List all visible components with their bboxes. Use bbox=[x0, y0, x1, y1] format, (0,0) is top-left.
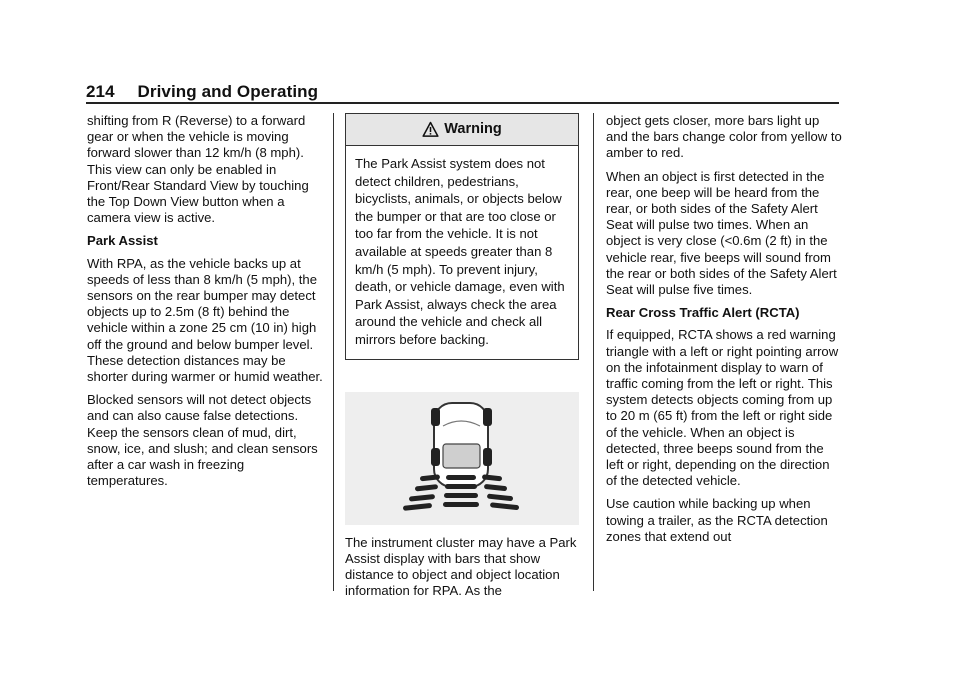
column-divider bbox=[333, 113, 334, 591]
subheading-park-assist: Park Assist bbox=[87, 233, 158, 249]
warning-box bbox=[345, 113, 579, 360]
paragraph: When an object is first detected in the rear, one beep will be heard from the rear, or both sides of the Safety Alert Seat will pulse two times. When an object is very close (<0.6m (2 ft) in the vehicle rear, five beeps will sound from the rear or both sides of the Safety Alert Seat will pulse five times. bbox=[606, 168, 837, 298]
park-assist-figure bbox=[345, 392, 579, 525]
park-assist-car-icon bbox=[345, 392, 579, 525]
paragraph: Blocked sensors will not detect objects and can also cause false detections. Keep the sensors clean of mud, dirt, snow, ice, and slush; and clean sensors after a car wash in freezing temperatures. bbox=[87, 392, 318, 489]
paragraph: Use caution while backing up when towing a trailer, as the RCTA detection zones that extend out bbox=[606, 496, 828, 544]
warning-triangle-icon bbox=[422, 121, 439, 138]
header-rule bbox=[86, 102, 839, 104]
paragraph: The instrument cluster may have a Park Assist display with bars that show distance to object and object location information for RPA. As the bbox=[345, 534, 577, 599]
column-3 bbox=[606, 113, 842, 552]
column-divider bbox=[593, 113, 594, 591]
subheading-rcta: Rear Cross Traffic Alert (RCTA) bbox=[606, 305, 800, 321]
warning-header bbox=[346, 114, 578, 146]
warning-body: The Park Assist system does not detect children, pedestrians, bicyclists, animals, or objects below the bumper or that are too close or too far from the vehicle. It is not available at speeds greater than 8 km/h (5 mph). To prevent injury, death, or vehicle damage, even with Park Assist, always check the area around the vehicle and check all mirrors before backing. bbox=[355, 156, 565, 347]
page-number: 214 bbox=[86, 82, 115, 101]
page-header bbox=[86, 82, 318, 102]
section-title: Driving and Operating bbox=[137, 82, 319, 101]
warning-title: Warning bbox=[444, 121, 502, 138]
paragraph: object gets closer, more bars light up and the bars change color from yellow to amber to red. bbox=[606, 113, 842, 161]
column-2 bbox=[345, 113, 579, 606]
paragraph: shifting from R (Reverse) to a forward gear or when the vehicle is moving forward slower than 12 km/h (8 mph). This view can only be enabled in Front/Rear Standard View by touching the Top Down View button when a camera view is active. bbox=[87, 113, 309, 226]
paragraph: If equipped, RCTA shows a red warning triangle with a left or right pointing arrow on the infotainment display to warn of traffic coming from the left or right. This system detects objects coming from up to 20 m (65 ft) from the left or right side of the vehicle. When an object is detected, three beeps sound from the left or right, depending on the direction of the detected vehicle. bbox=[606, 327, 839, 489]
column-1 bbox=[87, 113, 323, 496]
paragraph: With RPA, as the vehicle backs up at speeds of less than 8 km/h (5 mph), the sensors on the rear bumper may detect objects up to 2.5m (8 ft) behind the vehicle within a zone 25 cm (10 in) high off the ground and below bumper level. These detection distances may be shorter during warmer or humid weather. bbox=[87, 255, 323, 385]
